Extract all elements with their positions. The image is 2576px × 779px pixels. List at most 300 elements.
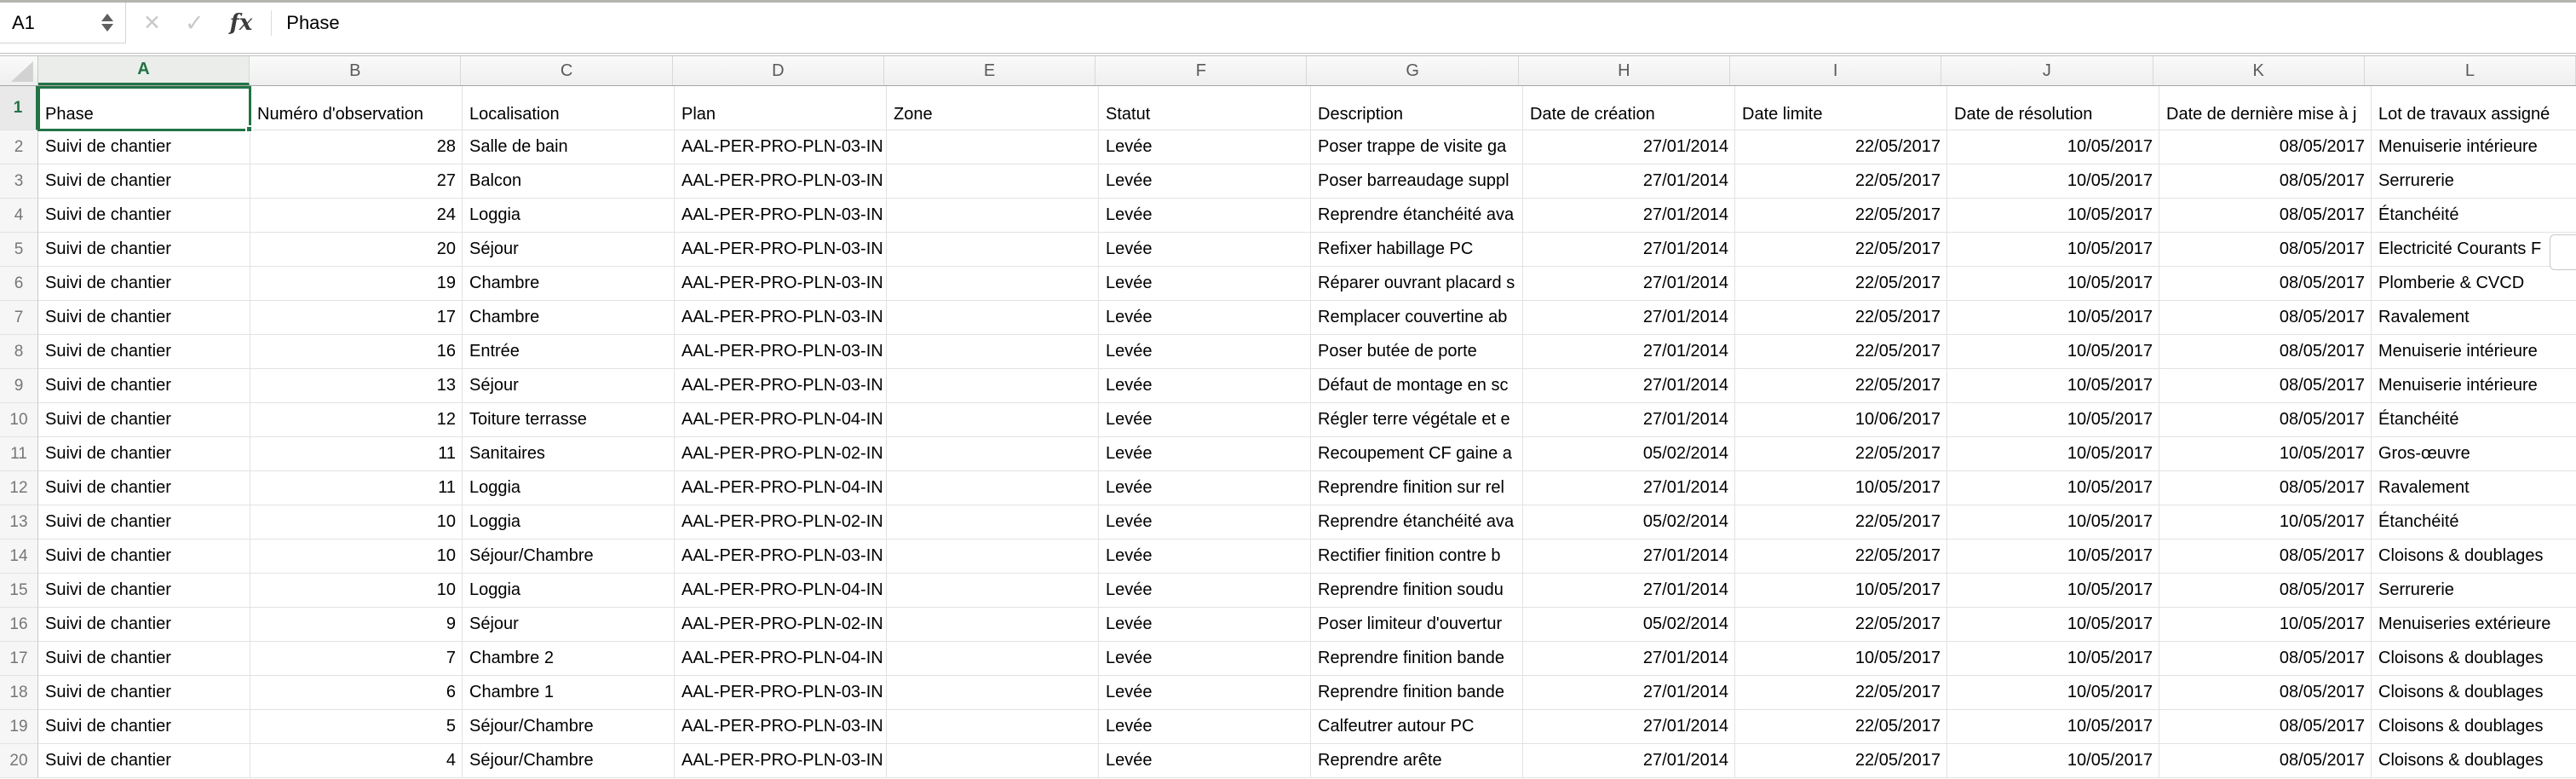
column-header-B[interactable]: B [250, 56, 461, 85]
cell-B8[interactable]: 16 [250, 335, 463, 369]
cell-H7[interactable]: 27/01/2014 [1523, 301, 1735, 335]
formula-input[interactable]: Phase [286, 12, 340, 33]
cell-J2[interactable]: 10/05/2017 [1947, 130, 2159, 164]
cell-C5[interactable]: Séjour [463, 233, 675, 267]
cell-E6[interactable] [887, 267, 1099, 301]
cell-H11[interactable]: 05/02/2014 [1523, 437, 1735, 471]
cell-D15[interactable]: AAL-PER-PRO-PLN-04-IN [675, 574, 887, 608]
cell-A8[interactable]: Suivi de chantier [38, 335, 250, 369]
cell-E15[interactable] [887, 574, 1099, 608]
cell-I2[interactable]: 22/05/2017 [1735, 130, 1947, 164]
cell-C16[interactable]: Séjour [463, 608, 675, 642]
cell-D12[interactable]: AAL-PER-PRO-PLN-04-IN [675, 471, 887, 505]
cell-B3[interactable]: 27 [250, 164, 463, 199]
column-header-I[interactable]: I [1730, 56, 1941, 85]
cell-K20[interactable]: 08/05/2017 [2159, 744, 2372, 778]
cell-K11[interactable]: 10/05/2017 [2159, 437, 2372, 471]
cell-E8[interactable] [887, 335, 1099, 369]
cell-B4[interactable]: 24 [250, 199, 463, 233]
cell-L9[interactable]: Menuiserie intérieure [2372, 369, 2576, 403]
row-header-3[interactable]: 3 [0, 164, 38, 199]
cell-F2[interactable]: Levée [1099, 130, 1311, 164]
cell-B10[interactable]: 12 [250, 403, 463, 437]
cell-E20[interactable] [887, 744, 1099, 778]
cell-E11[interactable] [887, 437, 1099, 471]
cell-G5[interactable]: Refixer habillage PC [1311, 233, 1523, 267]
cell-J3[interactable]: 10/05/2017 [1947, 164, 2159, 199]
column-header-D[interactable]: D [673, 56, 884, 85]
cell-A4[interactable]: Suivi de chantier [38, 199, 250, 233]
cell-J17[interactable]: 10/05/2017 [1947, 642, 2159, 676]
cell-L19[interactable]: Cloisons & doublages [2372, 710, 2576, 744]
cell-L7[interactable]: Ravalement [2372, 301, 2576, 335]
cell-J8[interactable]: 10/05/2017 [1947, 335, 2159, 369]
cell-D1[interactable]: Plan [675, 86, 887, 130]
cell-C1[interactable]: Localisation [463, 86, 675, 130]
cell-J9[interactable]: 10/05/2017 [1947, 369, 2159, 403]
row-header-14[interactable]: 14 [0, 540, 38, 574]
cell-B14[interactable]: 10 [250, 540, 463, 574]
cell-B19[interactable]: 5 [250, 710, 463, 744]
cell-H5[interactable]: 27/01/2014 [1523, 233, 1735, 267]
cell-K19[interactable]: 08/05/2017 [2159, 710, 2372, 744]
cell-I3[interactable]: 22/05/2017 [1735, 164, 1947, 199]
cell-B11[interactable]: 11 [250, 437, 463, 471]
column-header-J[interactable]: J [1941, 56, 2153, 85]
cell-F18[interactable]: Levée [1099, 676, 1311, 710]
cell-L18[interactable]: Cloisons & doublages [2372, 676, 2576, 710]
cell-E19[interactable] [887, 710, 1099, 744]
row-header-19[interactable]: 19 [0, 710, 38, 744]
sheet-row-18 [0, 676, 2576, 710]
row-header-2[interactable]: 2 [0, 130, 38, 164]
cell-E17[interactable] [887, 642, 1099, 676]
cell-J1[interactable]: Date de résolution [1947, 86, 2159, 130]
cell-K16[interactable]: 10/05/2017 [2159, 608, 2372, 642]
cell-G17[interactable]: Reprendre finition bande [1311, 642, 1523, 676]
cell-E16[interactable] [887, 608, 1099, 642]
cell-A2[interactable]: Suivi de chantier [38, 130, 250, 164]
cell-G8[interactable]: Poser butée de porte [1311, 335, 1523, 369]
column-header-E[interactable]: E [884, 56, 1095, 85]
cell-L15[interactable]: Serrurerie [2372, 574, 2576, 608]
row-header-9[interactable]: 9 [0, 369, 38, 403]
cell-F15[interactable]: Levée [1099, 574, 1311, 608]
cell-C13[interactable]: Loggia [463, 505, 675, 540]
cell-L20[interactable]: Cloisons & doublages [2372, 744, 2576, 778]
cell-H2[interactable]: 27/01/2014 [1523, 130, 1735, 164]
cell-C10[interactable]: Toiture terrasse [463, 403, 675, 437]
cell-K2[interactable]: 08/05/2017 [2159, 130, 2372, 164]
cell-J6[interactable]: 10/05/2017 [1947, 267, 2159, 301]
cell-H3[interactable]: 27/01/2014 [1523, 164, 1735, 199]
cell-C7[interactable]: Chambre [463, 301, 675, 335]
cell-I11[interactable]: 22/05/2017 [1735, 437, 1947, 471]
cell-F13[interactable]: Levée [1099, 505, 1311, 540]
row-header-7[interactable]: 7 [0, 301, 38, 335]
cell-H10[interactable]: 27/01/2014 [1523, 403, 1735, 437]
cell-F8[interactable]: Levée [1099, 335, 1311, 369]
cell-G1[interactable]: Description [1311, 86, 1523, 130]
row-header-1[interactable]: 1 [0, 86, 38, 130]
stepper-up-icon[interactable] [101, 14, 113, 21]
cell-L5[interactable]: Electricité Courants F [2372, 233, 2576, 267]
cell-A3[interactable]: Suivi de chantier [38, 164, 250, 199]
cell-H17[interactable]: 27/01/2014 [1523, 642, 1735, 676]
row-header-15[interactable]: 15 [0, 574, 38, 608]
cell-E5[interactable] [887, 233, 1099, 267]
cell-B6[interactable]: 19 [250, 267, 463, 301]
cell-L1[interactable]: Lot de travaux assigné [2372, 86, 2576, 130]
cell-I18[interactable]: 22/05/2017 [1735, 676, 1947, 710]
cell-B1[interactable]: Numéro d'observation [250, 86, 463, 130]
row-header-12[interactable]: 12 [0, 471, 38, 505]
cell-L14[interactable]: Cloisons & doublages [2372, 540, 2576, 574]
sheet-row-3 [0, 164, 2576, 199]
cell-F3[interactable]: Levée [1099, 164, 1311, 199]
cell-H16[interactable]: 05/02/2014 [1523, 608, 1735, 642]
cell-B5[interactable]: 20 [250, 233, 463, 267]
cell-C15[interactable]: Loggia [463, 574, 675, 608]
cell-D9[interactable]: AAL-PER-PRO-PLN-03-IN [675, 369, 887, 403]
cell-C9[interactable]: Séjour [463, 369, 675, 403]
cell-D5[interactable]: AAL-PER-PRO-PLN-03-IN [675, 233, 887, 267]
column-header-C[interactable]: C [461, 56, 672, 85]
cell-I9[interactable]: 22/05/2017 [1735, 369, 1947, 403]
sheet-row-19 [0, 710, 2576, 744]
cell-F12[interactable]: Levée [1099, 471, 1311, 505]
cell-I10[interactable]: 10/06/2017 [1735, 403, 1947, 437]
cell-E2[interactable] [887, 130, 1099, 164]
cell-B7[interactable]: 17 [250, 301, 463, 335]
cell-H12[interactable]: 27/01/2014 [1523, 471, 1735, 505]
cell-A10[interactable]: Suivi de chantier [38, 403, 250, 437]
cell-H1[interactable]: Date de création [1523, 86, 1735, 130]
cell-J13[interactable]: 10/05/2017 [1947, 505, 2159, 540]
cell-I4[interactable]: 22/05/2017 [1735, 199, 1947, 233]
selection-fill-handle[interactable] [245, 125, 253, 133]
cell-J7[interactable]: 10/05/2017 [1947, 301, 2159, 335]
cell-E1[interactable]: Zone [887, 86, 1099, 130]
name-box[interactable] [0, 3, 126, 43]
cell-J10[interactable]: 10/05/2017 [1947, 403, 2159, 437]
cell-K12[interactable]: 08/05/2017 [2159, 471, 2372, 505]
cell-L2[interactable]: Menuiserie intérieure [2372, 130, 2576, 164]
cell-I20[interactable]: 22/05/2017 [1735, 744, 1947, 778]
cell-J14[interactable]: 10/05/2017 [1947, 540, 2159, 574]
row-header-17[interactable]: 17 [0, 642, 38, 676]
cell-I16[interactable]: 22/05/2017 [1735, 608, 1947, 642]
cell-H9[interactable]: 27/01/2014 [1523, 369, 1735, 403]
cell-G6[interactable]: Réparer ouvrant placard s [1311, 267, 1523, 301]
row-header-18[interactable]: 18 [0, 676, 38, 710]
cell-F10[interactable]: Levée [1099, 403, 1311, 437]
cell-A14[interactable]: Suivi de chantier [38, 540, 250, 574]
row-header-4[interactable]: 4 [0, 199, 38, 233]
cell-J20[interactable]: 10/05/2017 [1947, 744, 2159, 778]
cell-K15[interactable]: 08/05/2017 [2159, 574, 2372, 608]
row-header-8[interactable]: 8 [0, 335, 38, 369]
cell-A6[interactable]: Suivi de chantier [38, 267, 250, 301]
cell-L3[interactable]: Serrurerie [2372, 164, 2576, 199]
cell-I8[interactable]: 22/05/2017 [1735, 335, 1947, 369]
cell-G16[interactable]: Poser limiteur d'ouvertur [1311, 608, 1523, 642]
grid-rows [0, 86, 2576, 779]
column-header-F[interactable]: F [1095, 56, 1307, 85]
cell-K13[interactable]: 10/05/2017 [2159, 505, 2372, 540]
cell-H4[interactable]: 27/01/2014 [1523, 199, 1735, 233]
cell-C6[interactable]: Chambre [463, 267, 675, 301]
cell-L6[interactable]: Plomberie & CVCD [2372, 267, 2576, 301]
cell-K7[interactable]: 08/05/2017 [2159, 301, 2372, 335]
name-box-stepper[interactable] [101, 14, 113, 32]
cell-F5[interactable]: Levée [1099, 233, 1311, 267]
cell-A19[interactable]: Suivi de chantier [38, 710, 250, 744]
cell-I13[interactable]: 22/05/2017 [1735, 505, 1947, 540]
row-header-20[interactable]: 20 [0, 744, 38, 778]
formula-bar-divider [271, 10, 272, 36]
cell-H19[interactable]: 27/01/2014 [1523, 710, 1735, 744]
row-header-10[interactable]: 10 [0, 403, 38, 437]
cell-C3[interactable]: Balcon [463, 164, 675, 199]
cell-H18[interactable]: 27/01/2014 [1523, 676, 1735, 710]
column-headers [0, 56, 2576, 86]
cell-D19[interactable]: AAL-PER-PRO-PLN-03-IN [675, 710, 887, 744]
cell-C14[interactable]: Séjour/Chambre [463, 540, 675, 574]
cell-G15[interactable]: Reprendre finition soudu [1311, 574, 1523, 608]
cell-A18[interactable]: Suivi de chantier [38, 676, 250, 710]
cell-B18[interactable]: 6 [250, 676, 463, 710]
cell-K9[interactable]: 08/05/2017 [2159, 369, 2372, 403]
cell-G10[interactable]: Régler terre végétale et e [1311, 403, 1523, 437]
cell-C12[interactable]: Loggia [463, 471, 675, 505]
cell-F9[interactable]: Levée [1099, 369, 1311, 403]
cell-C17[interactable]: Chambre 2 [463, 642, 675, 676]
cell-B2[interactable]: 28 [250, 130, 463, 164]
cell-G3[interactable]: Poser barreaudage suppl [1311, 164, 1523, 199]
cell-J5[interactable]: 10/05/2017 [1947, 233, 2159, 267]
row-header-5[interactable]: 5 [0, 233, 38, 267]
cell-A5[interactable]: Suivi de chantier [38, 233, 250, 267]
formula-bar [0, 3, 2576, 53]
cell-B20[interactable]: 4 [250, 744, 463, 778]
cell-E10[interactable] [887, 403, 1099, 437]
cell-L13[interactable]: Étanchéité [2372, 505, 2576, 540]
cell-G9[interactable]: Défaut de montage en sc [1311, 369, 1523, 403]
select-all-corner[interactable] [0, 56, 38, 85]
cell-H6[interactable]: 27/01/2014 [1523, 267, 1735, 301]
cell-C20[interactable]: Séjour/Chambre [463, 744, 675, 778]
sheet-row-16 [0, 608, 2576, 642]
cell-K8[interactable]: 08/05/2017 [2159, 335, 2372, 369]
cell-C8[interactable]: Entrée [463, 335, 675, 369]
sheet-row-17 [0, 642, 2576, 676]
cell-G18[interactable]: Reprendre finition bande [1311, 676, 1523, 710]
cell-F17[interactable]: Levée [1099, 642, 1311, 676]
cell-K4[interactable]: 08/05/2017 [2159, 199, 2372, 233]
cell-K6[interactable]: 08/05/2017 [2159, 267, 2372, 301]
sheet-row-7 [0, 301, 2576, 335]
insert-function-icon[interactable]: fx [229, 10, 253, 36]
cell-E18[interactable] [887, 676, 1099, 710]
cell-J15[interactable]: 10/05/2017 [1947, 574, 2159, 608]
cell-H15[interactable]: 27/01/2014 [1523, 574, 1735, 608]
cell-D8[interactable]: AAL-PER-PRO-PLN-03-IN [675, 335, 887, 369]
cell-E9[interactable] [887, 369, 1099, 403]
cell-D14[interactable]: AAL-PER-PRO-PLN-03-IN [675, 540, 887, 574]
cell-F4[interactable]: Levée [1099, 199, 1311, 233]
cell-D10[interactable]: AAL-PER-PRO-PLN-04-IN [675, 403, 887, 437]
column-header-K[interactable]: K [2153, 56, 2365, 85]
column-header-H[interactable]: H [1519, 56, 1730, 85]
cell-F11[interactable]: Levée [1099, 437, 1311, 471]
cell-C11[interactable]: Sanitaires [463, 437, 675, 471]
cell-D18[interactable]: AAL-PER-PRO-PLN-03-IN [675, 676, 887, 710]
cell-B13[interactable]: 10 [250, 505, 463, 540]
cell-J12[interactable]: 10/05/2017 [1947, 471, 2159, 505]
cell-L4[interactable]: Étanchéité [2372, 199, 2576, 233]
cell-A15[interactable]: Suivi de chantier [38, 574, 250, 608]
cell-I7[interactable]: 22/05/2017 [1735, 301, 1947, 335]
cell-A9[interactable]: Suivi de chantier [38, 369, 250, 403]
formula-bar-buttons [128, 3, 340, 43]
cell-B16[interactable]: 9 [250, 608, 463, 642]
column-header-G[interactable]: G [1307, 56, 1518, 85]
cell-H20[interactable]: 27/01/2014 [1523, 744, 1735, 778]
cell-D16[interactable]: AAL-PER-PRO-PLN-02-IN [675, 608, 887, 642]
cell-D4[interactable]: AAL-PER-PRO-PLN-03-IN [675, 199, 887, 233]
cell-G4[interactable]: Reprendre étanchéité ava [1311, 199, 1523, 233]
cell-F20[interactable]: Levée [1099, 744, 1311, 778]
cell-E3[interactable] [887, 164, 1099, 199]
cell-K14[interactable]: 08/05/2017 [2159, 540, 2372, 574]
cell-B12[interactable]: 11 [250, 471, 463, 505]
cell-I17[interactable]: 10/05/2017 [1735, 642, 1947, 676]
cell-G11[interactable]: Recoupement CF gaine a [1311, 437, 1523, 471]
cell-E13[interactable] [887, 505, 1099, 540]
cell-F16[interactable]: Levée [1099, 608, 1311, 642]
cell-A1[interactable]: Phase [38, 86, 250, 130]
sheet-row-6 [0, 267, 2576, 301]
cell-D7[interactable]: AAL-PER-PRO-PLN-03-IN [675, 301, 887, 335]
cell-K3[interactable]: 08/05/2017 [2159, 164, 2372, 199]
cell-D11[interactable]: AAL-PER-PRO-PLN-02-IN [675, 437, 887, 471]
cell-F6[interactable]: Levée [1099, 267, 1311, 301]
cell-G2[interactable]: Poser trappe de visite ga [1311, 130, 1523, 164]
cancel-icon[interactable]: ✕ [143, 11, 161, 35]
cell-G7[interactable]: Remplacer couvertine ab [1311, 301, 1523, 335]
cell-I1[interactable]: Date limite [1735, 86, 1947, 130]
cell-L17[interactable]: Cloisons & doublages [2372, 642, 2576, 676]
row-header-11[interactable]: 11 [0, 437, 38, 471]
cell-E7[interactable] [887, 301, 1099, 335]
cell-F14[interactable]: Levée [1099, 540, 1311, 574]
cell-K5[interactable]: 08/05/2017 [2159, 233, 2372, 267]
row-header-6[interactable]: 6 [0, 267, 38, 301]
cell-B9[interactable]: 13 [250, 369, 463, 403]
cell-A11[interactable]: Suivi de chantier [38, 437, 250, 471]
floating-scrollbar[interactable] [2550, 234, 2576, 270]
cell-G12[interactable]: Reprendre finition sur rel [1311, 471, 1523, 505]
cell-L11[interactable]: Gros-œuvre [2372, 437, 2576, 471]
corner-triangle-icon [11, 61, 33, 82]
cell-L16[interactable]: Menuiseries extérieure [2372, 608, 2576, 642]
cell-C4[interactable]: Loggia [463, 199, 675, 233]
column-header-A[interactable]: A [38, 56, 250, 85]
cell-J11[interactable]: 10/05/2017 [1947, 437, 2159, 471]
cell-E12[interactable] [887, 471, 1099, 505]
sheet-row-8 [0, 335, 2576, 369]
cell-D2[interactable]: AAL-PER-PRO-PLN-03-IN [675, 130, 887, 164]
cell-J4[interactable]: 10/05/2017 [1947, 199, 2159, 233]
cell-I6[interactable]: 22/05/2017 [1735, 267, 1947, 301]
cell-L8[interactable]: Menuiserie intérieure [2372, 335, 2576, 369]
cell-F7[interactable]: Levée [1099, 301, 1311, 335]
cell-G14[interactable]: Rectifier finition contre b [1311, 540, 1523, 574]
cell-B17[interactable]: 7 [250, 642, 463, 676]
cell-A12[interactable]: Suivi de chantier [38, 471, 250, 505]
cell-D6[interactable]: AAL-PER-PRO-PLN-03-IN [675, 267, 887, 301]
cell-H8[interactable]: 27/01/2014 [1523, 335, 1735, 369]
cell-J19[interactable]: 10/05/2017 [1947, 710, 2159, 744]
sheet-row-9 [0, 369, 2576, 403]
cell-L10[interactable]: Étanchéité [2372, 403, 2576, 437]
cell-K10[interactable]: 08/05/2017 [2159, 403, 2372, 437]
cell-J16[interactable]: 10/05/2017 [1947, 608, 2159, 642]
cell-A20[interactable]: Suivi de chantier [38, 744, 250, 778]
cell-A7[interactable]: Suivi de chantier [38, 301, 250, 335]
cell-K17[interactable]: 08/05/2017 [2159, 642, 2372, 676]
cell-I14[interactable]: 22/05/2017 [1735, 540, 1947, 574]
cell-K18[interactable]: 08/05/2017 [2159, 676, 2372, 710]
column-header-L[interactable]: L [2365, 56, 2576, 85]
cell-C19[interactable]: Séjour/Chambre [463, 710, 675, 744]
cell-I5[interactable]: 22/05/2017 [1735, 233, 1947, 267]
sheet-row-11 [0, 437, 2576, 471]
cell-E14[interactable] [887, 540, 1099, 574]
cell-G19[interactable]: Calfeutrer autour PC [1311, 710, 1523, 744]
cell-K1[interactable]: Date de dernière mise à j [2159, 86, 2372, 130]
sheet-row-12 [0, 471, 2576, 505]
cell-E4[interactable] [887, 199, 1099, 233]
cell-D13[interactable]: AAL-PER-PRO-PLN-02-IN [675, 505, 887, 540]
cell-I19[interactable]: 22/05/2017 [1735, 710, 1947, 744]
cell-L12[interactable]: Ravalement [2372, 471, 2576, 505]
stepper-down-icon[interactable] [101, 24, 113, 32]
cell-D3[interactable]: AAL-PER-PRO-PLN-03-IN [675, 164, 887, 199]
enter-icon[interactable]: ✓ [184, 9, 204, 36]
cell-G13[interactable]: Reprendre étanchéité ava [1311, 505, 1523, 540]
cell-F19[interactable]: Levée [1099, 710, 1311, 744]
cell-A16[interactable]: Suivi de chantier [38, 608, 250, 642]
row-header-13[interactable]: 13 [0, 505, 38, 540]
cell-D20[interactable]: AAL-PER-PRO-PLN-03-IN [675, 744, 887, 778]
cell-I15[interactable]: 10/05/2017 [1735, 574, 1947, 608]
cell-D17[interactable]: AAL-PER-PRO-PLN-04-IN [675, 642, 887, 676]
cell-H13[interactable]: 05/02/2014 [1523, 505, 1735, 540]
cell-J18[interactable]: 10/05/2017 [1947, 676, 2159, 710]
cell-G20[interactable]: Reprendre arête [1311, 744, 1523, 778]
cell-H14[interactable]: 27/01/2014 [1523, 540, 1735, 574]
cell-C18[interactable]: Chambre 1 [463, 676, 675, 710]
cell-A17[interactable]: Suivi de chantier [38, 642, 250, 676]
cell-F1[interactable]: Statut [1099, 86, 1311, 130]
cell-B15[interactable]: 10 [250, 574, 463, 608]
cell-C2[interactable]: Salle de bain [463, 130, 675, 164]
cell-A13[interactable]: Suivi de chantier [38, 505, 250, 540]
row-header-16[interactable]: 16 [0, 608, 38, 642]
cell-I12[interactable]: 10/05/2017 [1735, 471, 1947, 505]
